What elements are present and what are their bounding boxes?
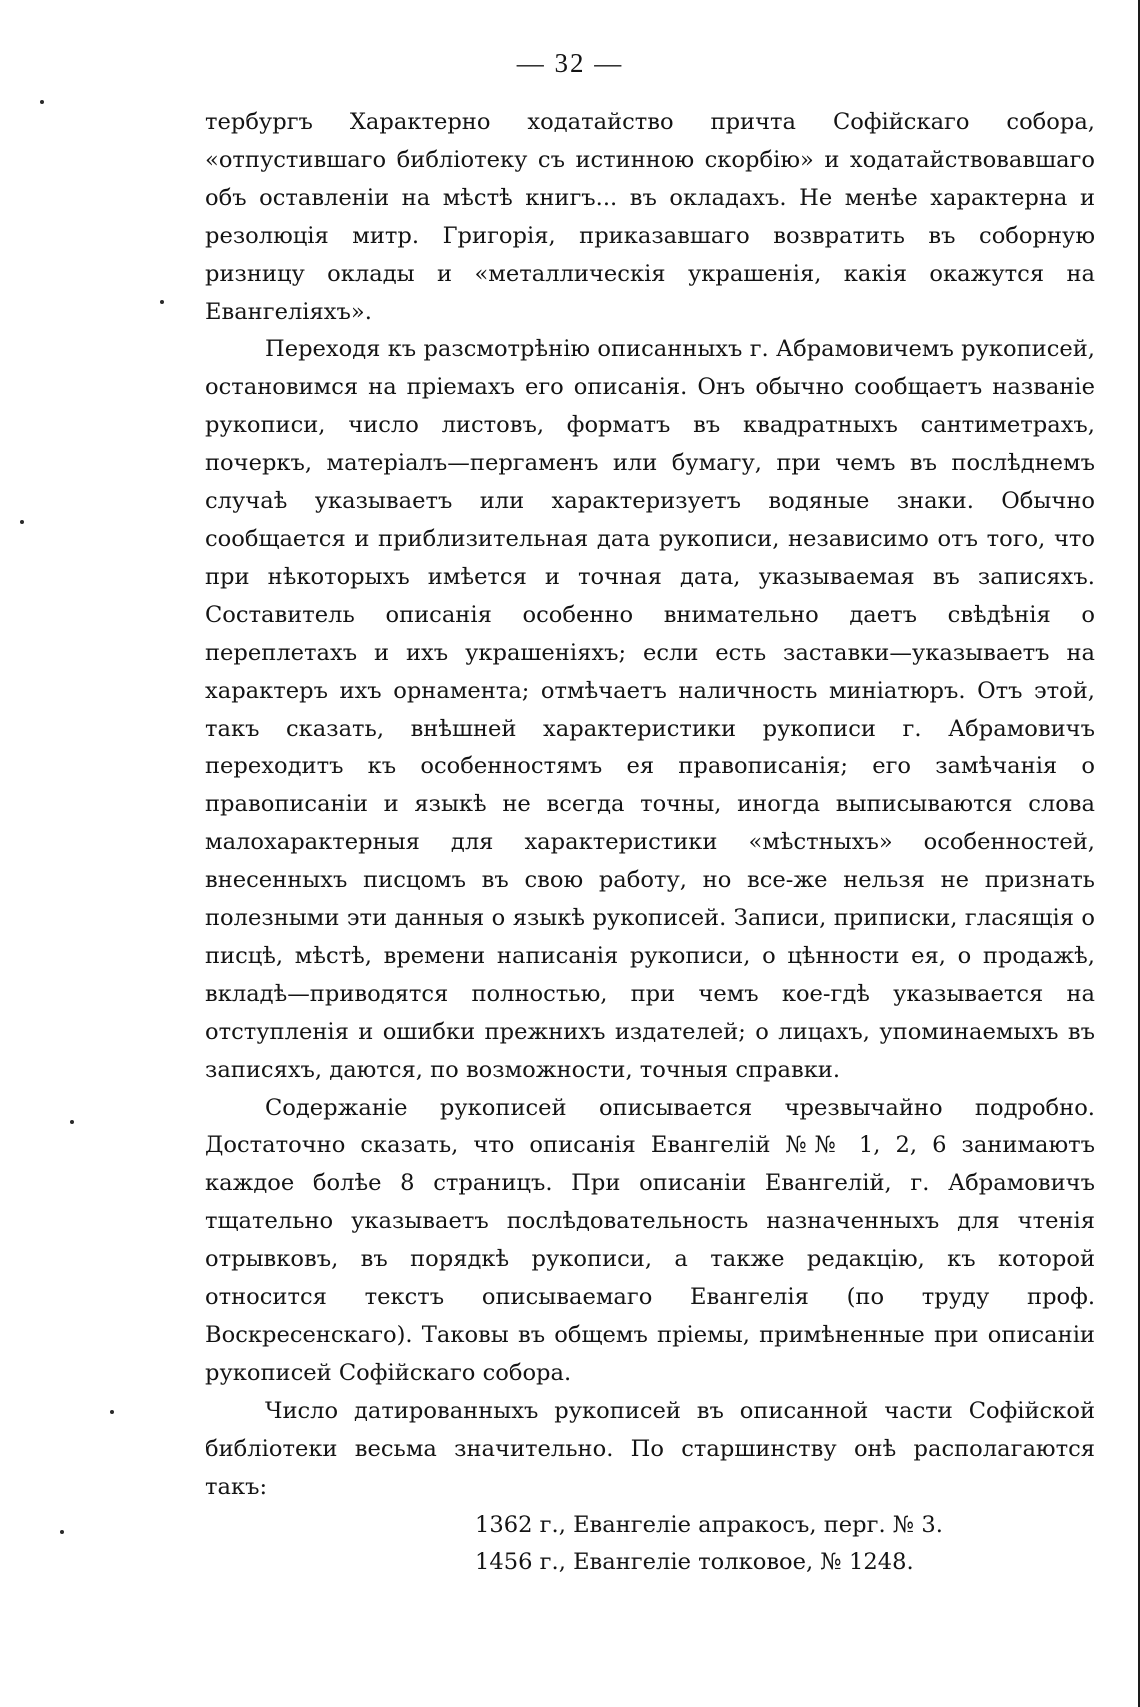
paragraph-description-methods: Переходя къ разсмотрѣнію описанныхъ г. Абрамовичемъ рукописей, остановимся на пріемахъ его описанія. Онъ обычно сообщаетъ названіе рукописи, число листовъ, форматъ въ квадратныхъ сантиметрахъ, почеркъ, матеріалъ—пергаменъ или бумагу, при чемъ въ послѣднемъ случаѣ указываетъ или характеризуетъ водяные знаки. Обычно сообщается и приблизительная дата рукописи, независимо отъ того, что при нѣкоторыхъ имѣется и точная дата, указываемая въ записяхъ. Составитель описанія особенно внимательно даетъ свѣдѣнія о переплетахъ и ихъ украшеніяхъ; если есть заставки—указываетъ на характеръ ихъ орнамента; отмѣчаетъ наличность миніатюръ. Отъ этой, такъ сказать, внѣшней характеристики рукописи г. Абрамовичъ переходитъ къ особенностямъ ея правописанія; его замѣчанія о правописаніи и языкѣ не всегда точны, иногда выписываются слова малохарактерныя для характеристики «мѣстныхъ» особенностей, внесенныхъ писцомъ въ свою работу, но все-же нельзя не признать полезными эти данныя о языкѣ рукописей. Записи, приписки, гласящія о писцѣ, мѣстѣ, времени написанія рукописи, о цѣнности ея, о продажѣ, вкладѣ—приводятся полностью, при чемъ кое-гдѣ указывается на отступленія и ошибки прежнихъ издателей; о лицахъ, упоминаемыхъ въ записяхъ, даются, по возможности, точныя справки. bbox=[205, 336, 1095, 1083]
dated-manuscripts-list bbox=[205, 1507, 1095, 1583]
page-number: — 32 — bbox=[516, 48, 624, 78]
scan-speck bbox=[40, 100, 44, 104]
scan-speck bbox=[60, 1530, 64, 1534]
scan-speck bbox=[20, 520, 24, 524]
scan-speck bbox=[110, 1410, 114, 1414]
dated-manuscript-item: 1362 г., Евангеліе апракосъ, перг. № 3. bbox=[475, 1511, 943, 1538]
paragraph-continuation: тербургъ Характерно ходатайство причта Софійскаго собора, «отпустившаго библіотеку съ истинною скорбію» и ходатайствовавшаго объ оставленіи на мѣстѣ книгъ... въ окладахъ. Не менѣе характерна и резолюція митр. Григорія, приказавшаго возвратить въ соборную ризницу оклады и «металлическія украшенія, какія окажутся на Евангеліяхъ». bbox=[205, 109, 1095, 325]
dated-manuscript-item: 1456 г., Евангеліе толковое, № 1248. bbox=[475, 1549, 914, 1576]
paragraph-dated-manuscripts: Число датированныхъ рукописей въ описанной части Софійской библіотеки весьма значительно. По старшинству онѣ располагаются такъ: bbox=[205, 1397, 1095, 1500]
paragraph-content-description: Содержаніе рукописей описывается чрезвычайно подробно. Достаточно сказать, что описанія Евангелій №№ 1, 2, 6 занимаютъ каждое болѣе 8 страницъ. При описаніи Евангелій, г. Абрамовичъ тщательно указываетъ послѣдовательность назначенныхъ для чтенія отрывковъ, въ порядкѣ рукописи, а также редакцію, къ которой относится текстъ описываемаго Евангелія (по труду проф. Воскресенскаго). Таковы въ общемъ пріемы, примѣненные при описаніи рукописей Софійскаго собора. bbox=[205, 1094, 1095, 1386]
body-text bbox=[205, 104, 1095, 1582]
scan-speck bbox=[160, 300, 164, 304]
scan-speck bbox=[70, 1120, 74, 1124]
